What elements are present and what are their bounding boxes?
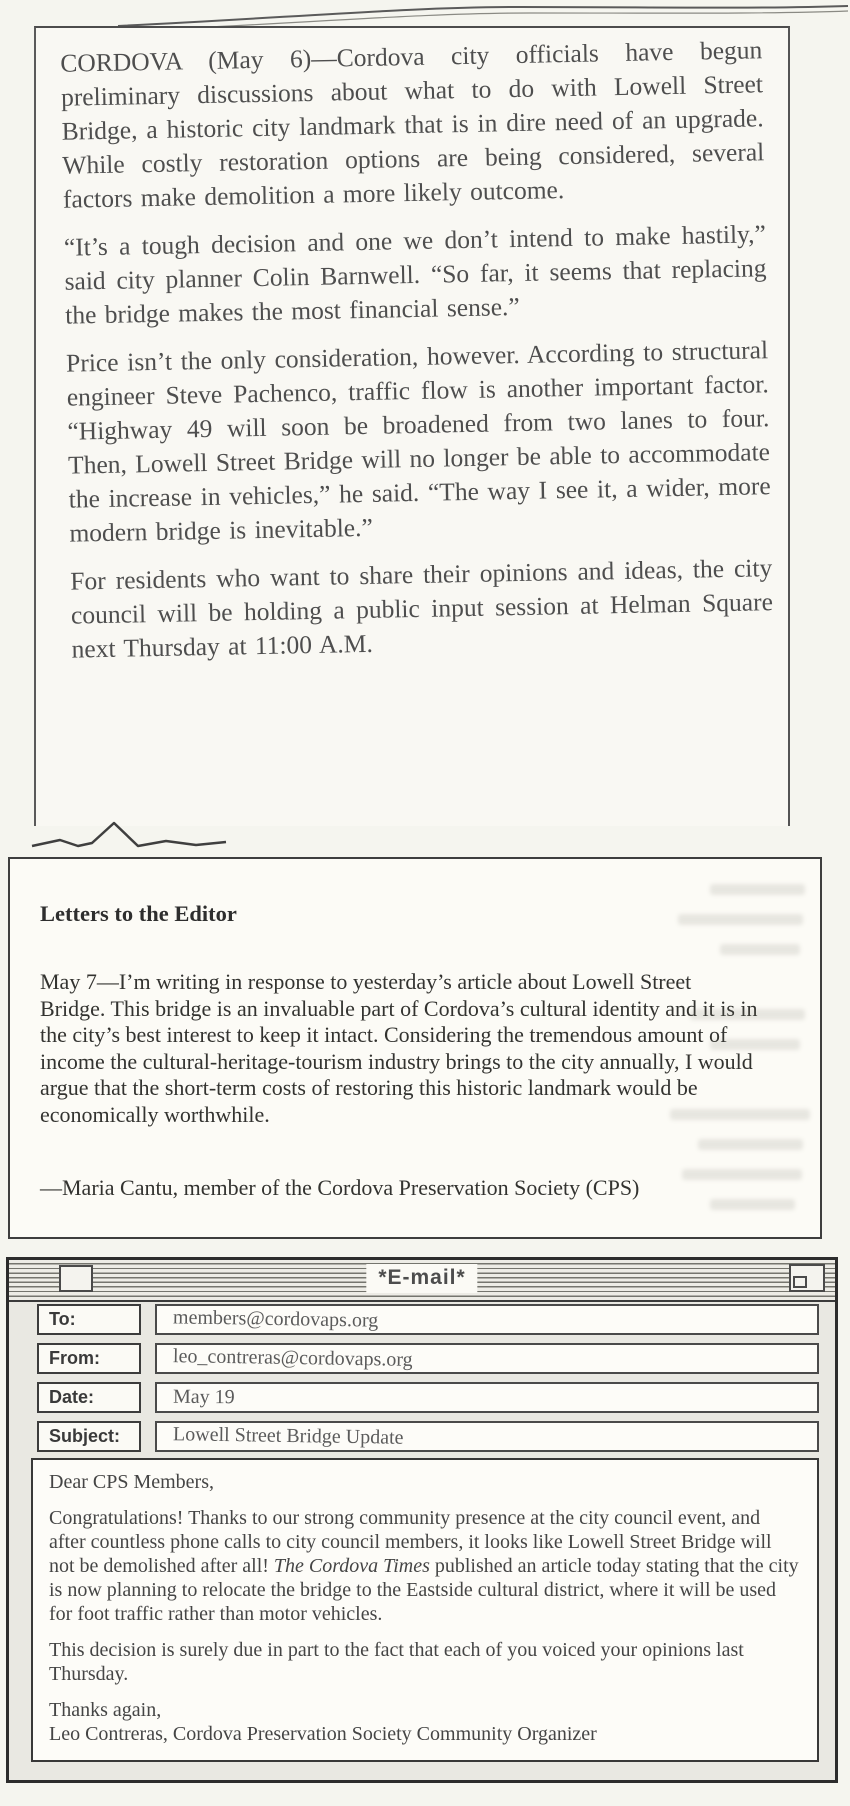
email-paragraph-text: Congratulations! Thanks to our strong community presence at the city council event, and after countless phone calls to city council members, it looks like Lowell Street Bridge will not be demolished after all! (49, 1507, 772, 1577)
letters-heading: Letters to the Editor (40, 901, 237, 926)
to-value: members@cordovaps.org (172, 1306, 379, 1332)
email-titlebar (9, 1260, 835, 1302)
email-signature: Leo Contreras, Cordova Preservation Society Community Organizer (49, 1723, 597, 1745)
letters-section (8, 857, 822, 1239)
subject-field[interactable] (155, 1421, 819, 1452)
subject-label: Subject: (37, 1421, 141, 1452)
bleed-through-artifact (710, 884, 805, 895)
news-article-clipping (34, 26, 790, 826)
news-article-text (60, 33, 774, 680)
from-label: From: (37, 1343, 141, 1374)
bleed-through-artifact (678, 914, 803, 925)
email-closing: Thanks again, (49, 1699, 162, 1721)
bleed-through-artifact (698, 1139, 803, 1150)
letter-body: May 7—I’m writing in response to yesterday’s article about Lowell Street Bridge. This bridge is an invaluable part of Cordova’s cultural identity and it is in the city’s best interest to keep it intact. Considering the tremendous amount of income the cultural-heritage-tourism industry brings to the city annually, I would argue that the short-term costs of restoring this historic landmark would be economically worthwhile. (40, 969, 758, 1127)
email-to-row (9, 1304, 835, 1335)
email-paragraph (49, 1506, 801, 1626)
email-body (31, 1458, 819, 1762)
window-menu-button[interactable] (59, 1265, 93, 1292)
to-label: To: (37, 1304, 141, 1335)
subject-value: Lowell Street Bridge Update (172, 1423, 404, 1449)
article-paragraph: “It’s a tough decision and one we don’t intend to make hastily,” said city planner Colin Barnwell. “So far, it seems that replacing the bridge makes the most financial sense.” (63, 219, 767, 330)
newspaper-name: The Cordova Times (273, 1555, 430, 1577)
bleed-through-artifact (720, 944, 800, 955)
from-value: leo_contreras@cordovaps.org (172, 1345, 413, 1371)
bleed-through-artifact (710, 1039, 800, 1050)
article-paragraph: CORDOVA (May 6)—Cordova city officials have begun preliminary discussions about what to do with Lowell Street Bridge, a historic city landmark that is in dire need of an upgrade. While costly restoration options are being considered, several factors make demolition a more likely outcome. (60, 35, 765, 214)
article-paragraph: For residents who want to share their opinions and ideas, the city council will be holding a public input session at Helman Square next Thursday at 11:00 A.M. (70, 553, 774, 664)
email-date-row (9, 1382, 835, 1413)
article-paragraph: Price isn’t the only consideration, however. According to structural engineer Steve Pachenco, traffic flow is another important factor. “Highway 49 will soon be broadened from two lanes to four. Then, Lowell Street Bridge will no longer be able to accommodate the increase in vehicles,” he said. “The way I see it, a wider, more modern bridge is inevitable.” (65, 335, 771, 548)
bleed-through-artifact (710, 1199, 795, 1210)
window-resize-button[interactable] (789, 1264, 825, 1292)
email-window-title: *E-mail* (366, 1264, 477, 1293)
bleed-through-artifact (682, 1169, 802, 1180)
from-field[interactable] (155, 1343, 819, 1374)
email-window (6, 1257, 838, 1783)
date-value: May 19 (172, 1385, 235, 1409)
date-label: Date: (37, 1382, 141, 1413)
letter-signature: —Maria Cantu, member of the Cordova Preservation Society (CPS) (40, 1175, 640, 1200)
email-from-row (9, 1343, 835, 1374)
email-paragraph: This decision is surely due in part to the fact that each of you voiced your opinions last Thursday. (49, 1639, 744, 1685)
email-salutation: Dear CPS Members, (49, 1471, 214, 1493)
bleed-through-artifact (690, 1009, 805, 1020)
date-field[interactable] (155, 1382, 819, 1413)
window-resize-icon (793, 1276, 807, 1288)
to-field[interactable] (155, 1304, 819, 1335)
email-paragraph-text: published an article today stating that the city is now planning to relocate the bridge to the Eastside cultural district, where it will be used for foot traffic rather than motor vehicles. (49, 1555, 799, 1625)
bleed-through-artifact (670, 1109, 810, 1120)
torn-edge (30, 818, 290, 852)
email-subject-row (9, 1421, 835, 1452)
